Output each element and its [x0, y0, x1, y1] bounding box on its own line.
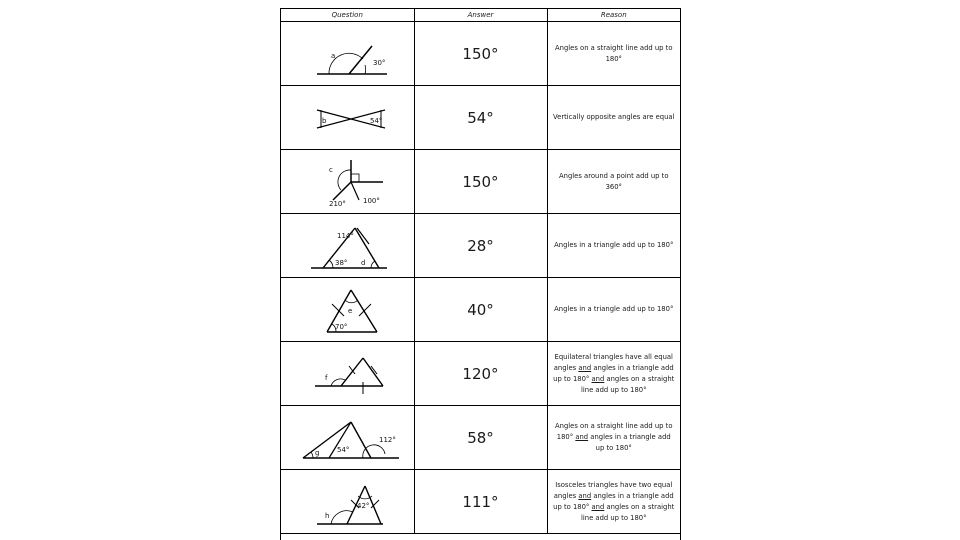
reason-cell: Angles on a straight line add up to 180°: [547, 22, 680, 86]
question-cell: [281, 470, 414, 534]
answer-cell: 120°: [414, 342, 547, 406]
answer-cell: 54°: [414, 86, 547, 150]
question-cell: [281, 278, 414, 342]
answers-table: [281, 9, 680, 534]
angle-label: 112°: [379, 435, 397, 444]
diagram-straight-line: [287, 24, 407, 84]
angle-label: 210°: [329, 199, 347, 208]
table-row: [281, 342, 680, 406]
angle-facts-worksheet: [280, 8, 681, 540]
header-row: [281, 9, 680, 22]
angle-label: b: [322, 116, 327, 125]
angle-label: g: [315, 448, 320, 457]
question-cell: [281, 406, 414, 470]
reason-cell: Angles in a triangle add up to 180°: [547, 214, 680, 278]
question-cell: [281, 342, 414, 406]
diagram-exterior-angle: [287, 408, 407, 468]
question-cell: [281, 22, 414, 86]
diagram-equilateral: [287, 344, 407, 404]
diagram-isosceles-exterior: [287, 472, 407, 532]
header-question: Question: [281, 9, 414, 22]
reason-cell: Vertically opposite angles are equal: [547, 86, 680, 150]
table-row: [281, 470, 680, 534]
table-row: [281, 86, 680, 150]
angle-label: c: [329, 165, 334, 174]
angle-label: 70°: [335, 322, 348, 331]
reason-cell: Angles in a triangle add up to 180°: [547, 278, 680, 342]
diagram-triangle: [287, 216, 407, 276]
table-row: [281, 22, 680, 86]
reason-cell: Angles on a straight line add up to 180° and angles in a triangle add up to 180°: [547, 406, 680, 470]
angle-label: 54°: [337, 445, 350, 454]
answer-cell: 150°: [414, 22, 547, 86]
reason-cell: Isosceles triangles have two equal angles and angles in a triangle add up to 180° and angles on a straight line add up to 180°: [547, 470, 680, 534]
angle-label: h: [325, 511, 330, 520]
angle-label: f: [325, 373, 328, 382]
question-cell: [281, 214, 414, 278]
header-answer: Answer: [414, 9, 547, 22]
answer-cell: 40°: [414, 278, 547, 342]
angle-label: 42°: [357, 501, 370, 510]
table-row: [281, 278, 680, 342]
reason-cell: Equilateral triangles have all equal angles and angles in a triangle add up to 180° and angles on a straight line add up to 180°: [547, 342, 680, 406]
header-reason: Reason: [547, 9, 680, 22]
diagram-isosceles: [287, 280, 407, 340]
table-row: [281, 406, 680, 470]
reason-cell: Angles around a point add up to 360°: [547, 150, 680, 214]
diagram-around-point: [287, 152, 407, 212]
angle-label: e: [348, 306, 353, 315]
question-cell: [281, 150, 414, 214]
angle-label: 100°: [363, 196, 381, 205]
answer-cell: 111°: [414, 470, 547, 534]
angle-label: 30°: [373, 58, 386, 67]
question-cell: [281, 86, 414, 150]
diagram-vertically-opposite: [287, 88, 407, 148]
table-row: [281, 214, 680, 278]
angle-label: 38°: [335, 258, 348, 267]
angle-label: 54°: [370, 116, 383, 125]
angle-label: d: [361, 258, 366, 267]
table-row: [281, 150, 680, 214]
answer-cell: 150°: [414, 150, 547, 214]
answer-cell: 28°: [414, 214, 547, 278]
angle-label: a: [331, 51, 336, 60]
angle-label: 114°: [337, 231, 355, 240]
answer-cell: 58°: [414, 406, 547, 470]
